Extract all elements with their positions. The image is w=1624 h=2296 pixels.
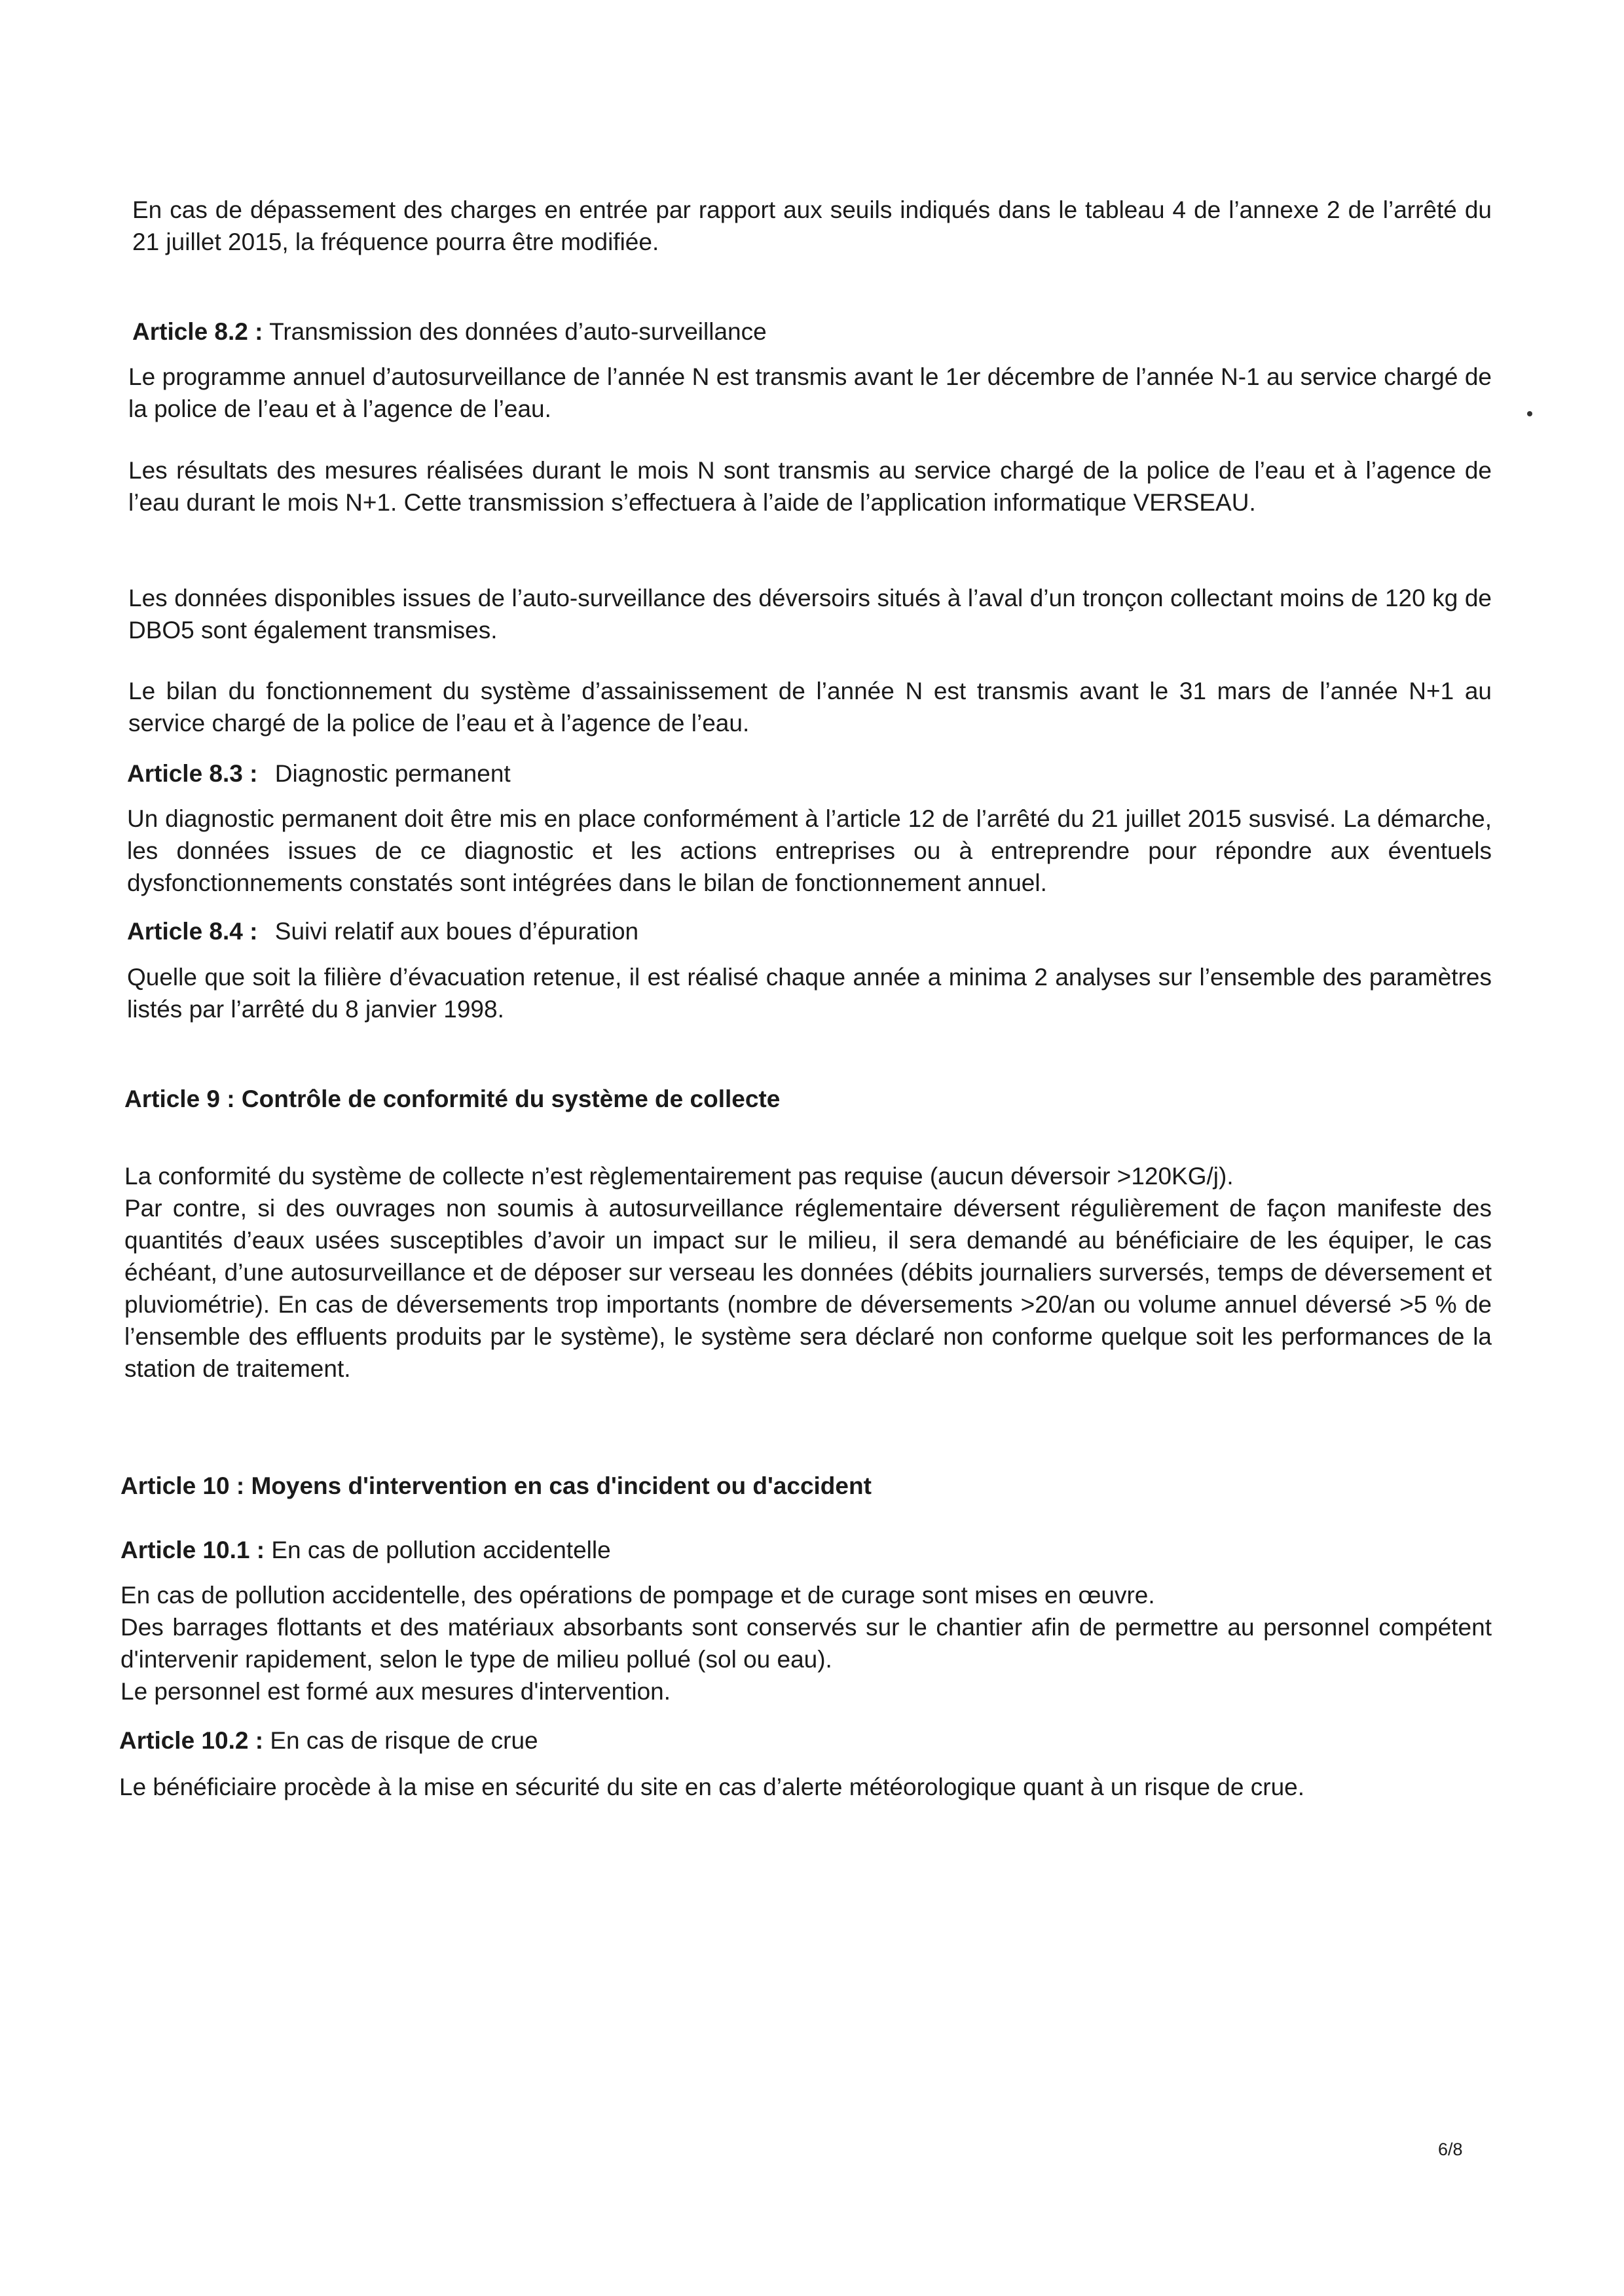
article-8-2-label: Article 8.2 : bbox=[132, 318, 263, 345]
article-10-2-p1: Le bénéficiaire procède à la mise en sécurité du site en cas d’alerte météorologique quant à un risque de crue. bbox=[119, 1774, 1305, 1800]
article-10-heading: Article 10 : Moyens d'intervention en cas d'incident ou d'accident bbox=[120, 1472, 872, 1499]
article-10-1-heading bbox=[120, 1534, 611, 1566]
article-8-4-label: Article 8.4 : bbox=[127, 918, 258, 945]
article-8-2-heading bbox=[132, 316, 767, 348]
article-8-2-p3: Les données disponibles issues de l’auto-surveillance des déversoirs situés à l’aval d’un tronçon collectant moins de 120 kg de DBO5 sont également transmises. bbox=[128, 585, 1492, 644]
article-8-2-title: Transmission des données d’auto-surveillance bbox=[269, 318, 767, 345]
article-8-2-p2: Les résultats des mesures réalisées durant le mois N sont transmis au service chargé de la police de l’eau et à l’agence de l’eau durant le mois N+1. Cette transmission s’effectuera à l’aide de l’application informatique VERSEAU. bbox=[128, 457, 1492, 516]
article-8-4-p1: Quelle que soit la filière d’évacuation retenue, il est réalisé chaque année a minima 2 analyses sur l’ensemble des paramètres listés par l’arrêté du 8 janvier 1998. bbox=[127, 964, 1492, 1023]
article-8-3-label: Article 8.3 : bbox=[127, 760, 258, 787]
article-10-1-label: Article 10.1 : bbox=[120, 1537, 265, 1563]
article-9-heading: Article 9 : Contrôle de conformité du système de collecte bbox=[124, 1085, 781, 1112]
article-8-4-title: Suivi relatif aux boues d’épuration bbox=[274, 918, 639, 945]
article-10-2-title: En cas de risque de crue bbox=[270, 1727, 538, 1754]
scan-speck bbox=[1527, 411, 1532, 416]
article-8-3-title: Diagnostic permanent bbox=[274, 760, 511, 787]
article-8-3-p1: Un diagnostic permanent doit être mis en place conformément à l’article 12 de l’arrêté du 21 juillet 2015 susvisé. La démarche, les données issues de ce diagnostic et les actions entreprises ou à entreprendre pour répondre aux éventuels dysfonctionnements constatés sont intégrées dans le bilan de fonctionnement annuel. bbox=[127, 805, 1492, 896]
intro-text: En cas de dépassement des charges en entrée par rapport aux seuils indiqués dans le tableau 4 de l’annexe 2 de l’arrêté du 21 juillet 2015, la fréquence pourra être modifiée. bbox=[132, 196, 1492, 255]
article-8-2-p4: Le bilan du fonctionnement du système d’assainissement de l’année N est transmis avant le 31 mars de l’année N+1 au service chargé de la police de l’eau et à l’agence de l’eau. bbox=[128, 678, 1492, 737]
article-10-2-label: Article 10.2 : bbox=[119, 1727, 264, 1754]
article-10-1-body: En cas de pollution accidentelle, des opérations de pompage et de curage sont mises en œuvre. Des barrages flottants et des matériaux absorbants sont conservés sur le chantier afin de permettre au personnel compétent d'intervenir rapidement, selon le type de milieu pollué (sol ou eau). Le personnel est formé aux mesures d'intervention. bbox=[120, 1582, 1492, 1705]
article-10-2-heading bbox=[119, 1724, 538, 1757]
article-9-p1: La conformité du système de collecte n’est règlementairement pas requise (aucun déversoir >120KG/j). Par contre, si des ouvrages non soumis à autosurveillance réglementaire déversent régulièrement de façon manifeste des quantités d’eaux usées susceptibles d’avoir un impact sur le milieu, il sera demandé au bénéficiaire de les équiper, le cas échéant, d’une autosurveillance et de déposer sur verseau les données (débits journaliers surversés, temps de déversement et pluviométrie). En cas de déversements trop importants (nombre de déversements >20/an ou volume annuel déversé >5 % de l’ensemble des effluents produits par le système), le système sera déclaré non conforme quelque soit les performances de la station de traitement. bbox=[124, 1163, 1492, 1382]
article-8-4-heading bbox=[127, 915, 638, 947]
article-10-1-title: En cas de pollution accidentelle bbox=[271, 1537, 611, 1563]
article-8-3-heading bbox=[127, 757, 511, 790]
page-number: 6/8 bbox=[1438, 2140, 1463, 2159]
intro-paragraph bbox=[132, 194, 1492, 258]
article-8-2-p1: Le programme annuel d’autosurveillance de l’année N est transmis avant le 1er décembre de l’année N-1 au service chargé de la police de l’eau et à l’agence de l’eau. bbox=[128, 363, 1492, 422]
